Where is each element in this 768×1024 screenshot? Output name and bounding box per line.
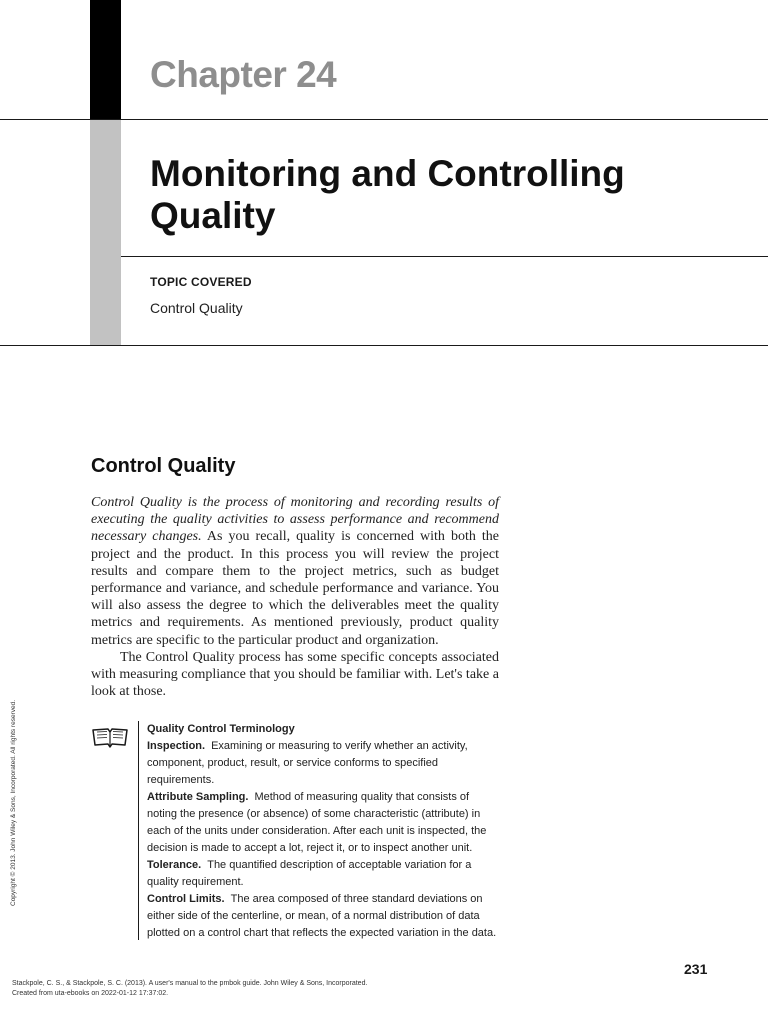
chapter-tab-black [90, 0, 121, 119]
paragraph-1 [91, 494, 499, 649]
paragraph-1-rest: As you recall, quality is concerned with both the project and the product. In this process you will review the project results and compare them to the project metrics, such as budget performance and variance, and schedule performance and variance. You will also assess the degree to which the deliverables meet the quality metrics and requirements. As mentioned previously, product quality metrics are specific to the particular product and organization. [91, 529, 499, 648]
sidebar-title: Quality Control Terminology [147, 723, 295, 735]
chapter-title: Monitoring and Controlling Quality [150, 153, 625, 236]
term-entry [147, 857, 497, 891]
term-label: Control Limits. [147, 893, 225, 905]
term-definition: The area composed of three standard deviations on either side of the centerline, or mean, of a normal distribution of data plotted on a control chart that reflects the expected variation in the data. [147, 893, 497, 939]
topic-item: Control Quality [150, 300, 243, 316]
term-definition: Method of measuring quality that consists of noting the presence (or absence) of some characteristic (attribute) in each of the units under consideration. After each unit is inspected, the decision is made to accept a lot, reject it, or to inspect another unit. [147, 791, 487, 854]
copyright-notice: Copyright © 2013. John Wiley & Sons, Incorporated. All rights reserved. [10, 699, 17, 906]
citation-text: Stackpole, C. S., & Stackpole, S. C. (2013). A user's manual to the pmbok guide. John Wiley & Sons, Incorporated. [12, 980, 368, 987]
term-entry [147, 789, 497, 857]
terminology-sidebar [147, 721, 497, 942]
book-icon [91, 725, 129, 749]
divider-top [0, 119, 768, 120]
created-timestamp: Created from uta-ebooks on 2022-01-12 17:37:02. [12, 990, 169, 997]
paragraph-2: The Control Quality process has some specific concepts associated with measuring compliance that you should be familiar with. Let's take a look at those. [91, 649, 499, 700]
divider-bottom [0, 345, 768, 346]
page-number: 231 [684, 961, 708, 977]
definition-italic: Control Quality is the process of monitoring and recording results of executing the quality activities to assess performance and recommend necessary changes. [91, 495, 499, 545]
term-label: Inspection. [147, 740, 206, 752]
chapter-tab-gray [90, 119, 121, 346]
topics-heading: TOPIC COVERED [150, 275, 252, 289]
divider-middle [121, 256, 768, 257]
term-label: Attribute Sampling. [147, 791, 249, 803]
term-entry [147, 891, 497, 942]
section-heading: Control Quality [91, 455, 236, 477]
term-entry [147, 738, 497, 789]
term-label: Tolerance. [147, 859, 202, 871]
term-definition: The quantified description of acceptable variation for a quality requirement. [147, 859, 472, 888]
term-definition: Examining or measuring to verify whether an activity, component, product, result, or service conforms to specified requirements. [147, 740, 468, 786]
body-text [91, 494, 499, 700]
citation-footer [12, 979, 367, 999]
chapter-label: Chapter 24 [150, 54, 337, 95]
sidebar-rule [138, 721, 139, 940]
